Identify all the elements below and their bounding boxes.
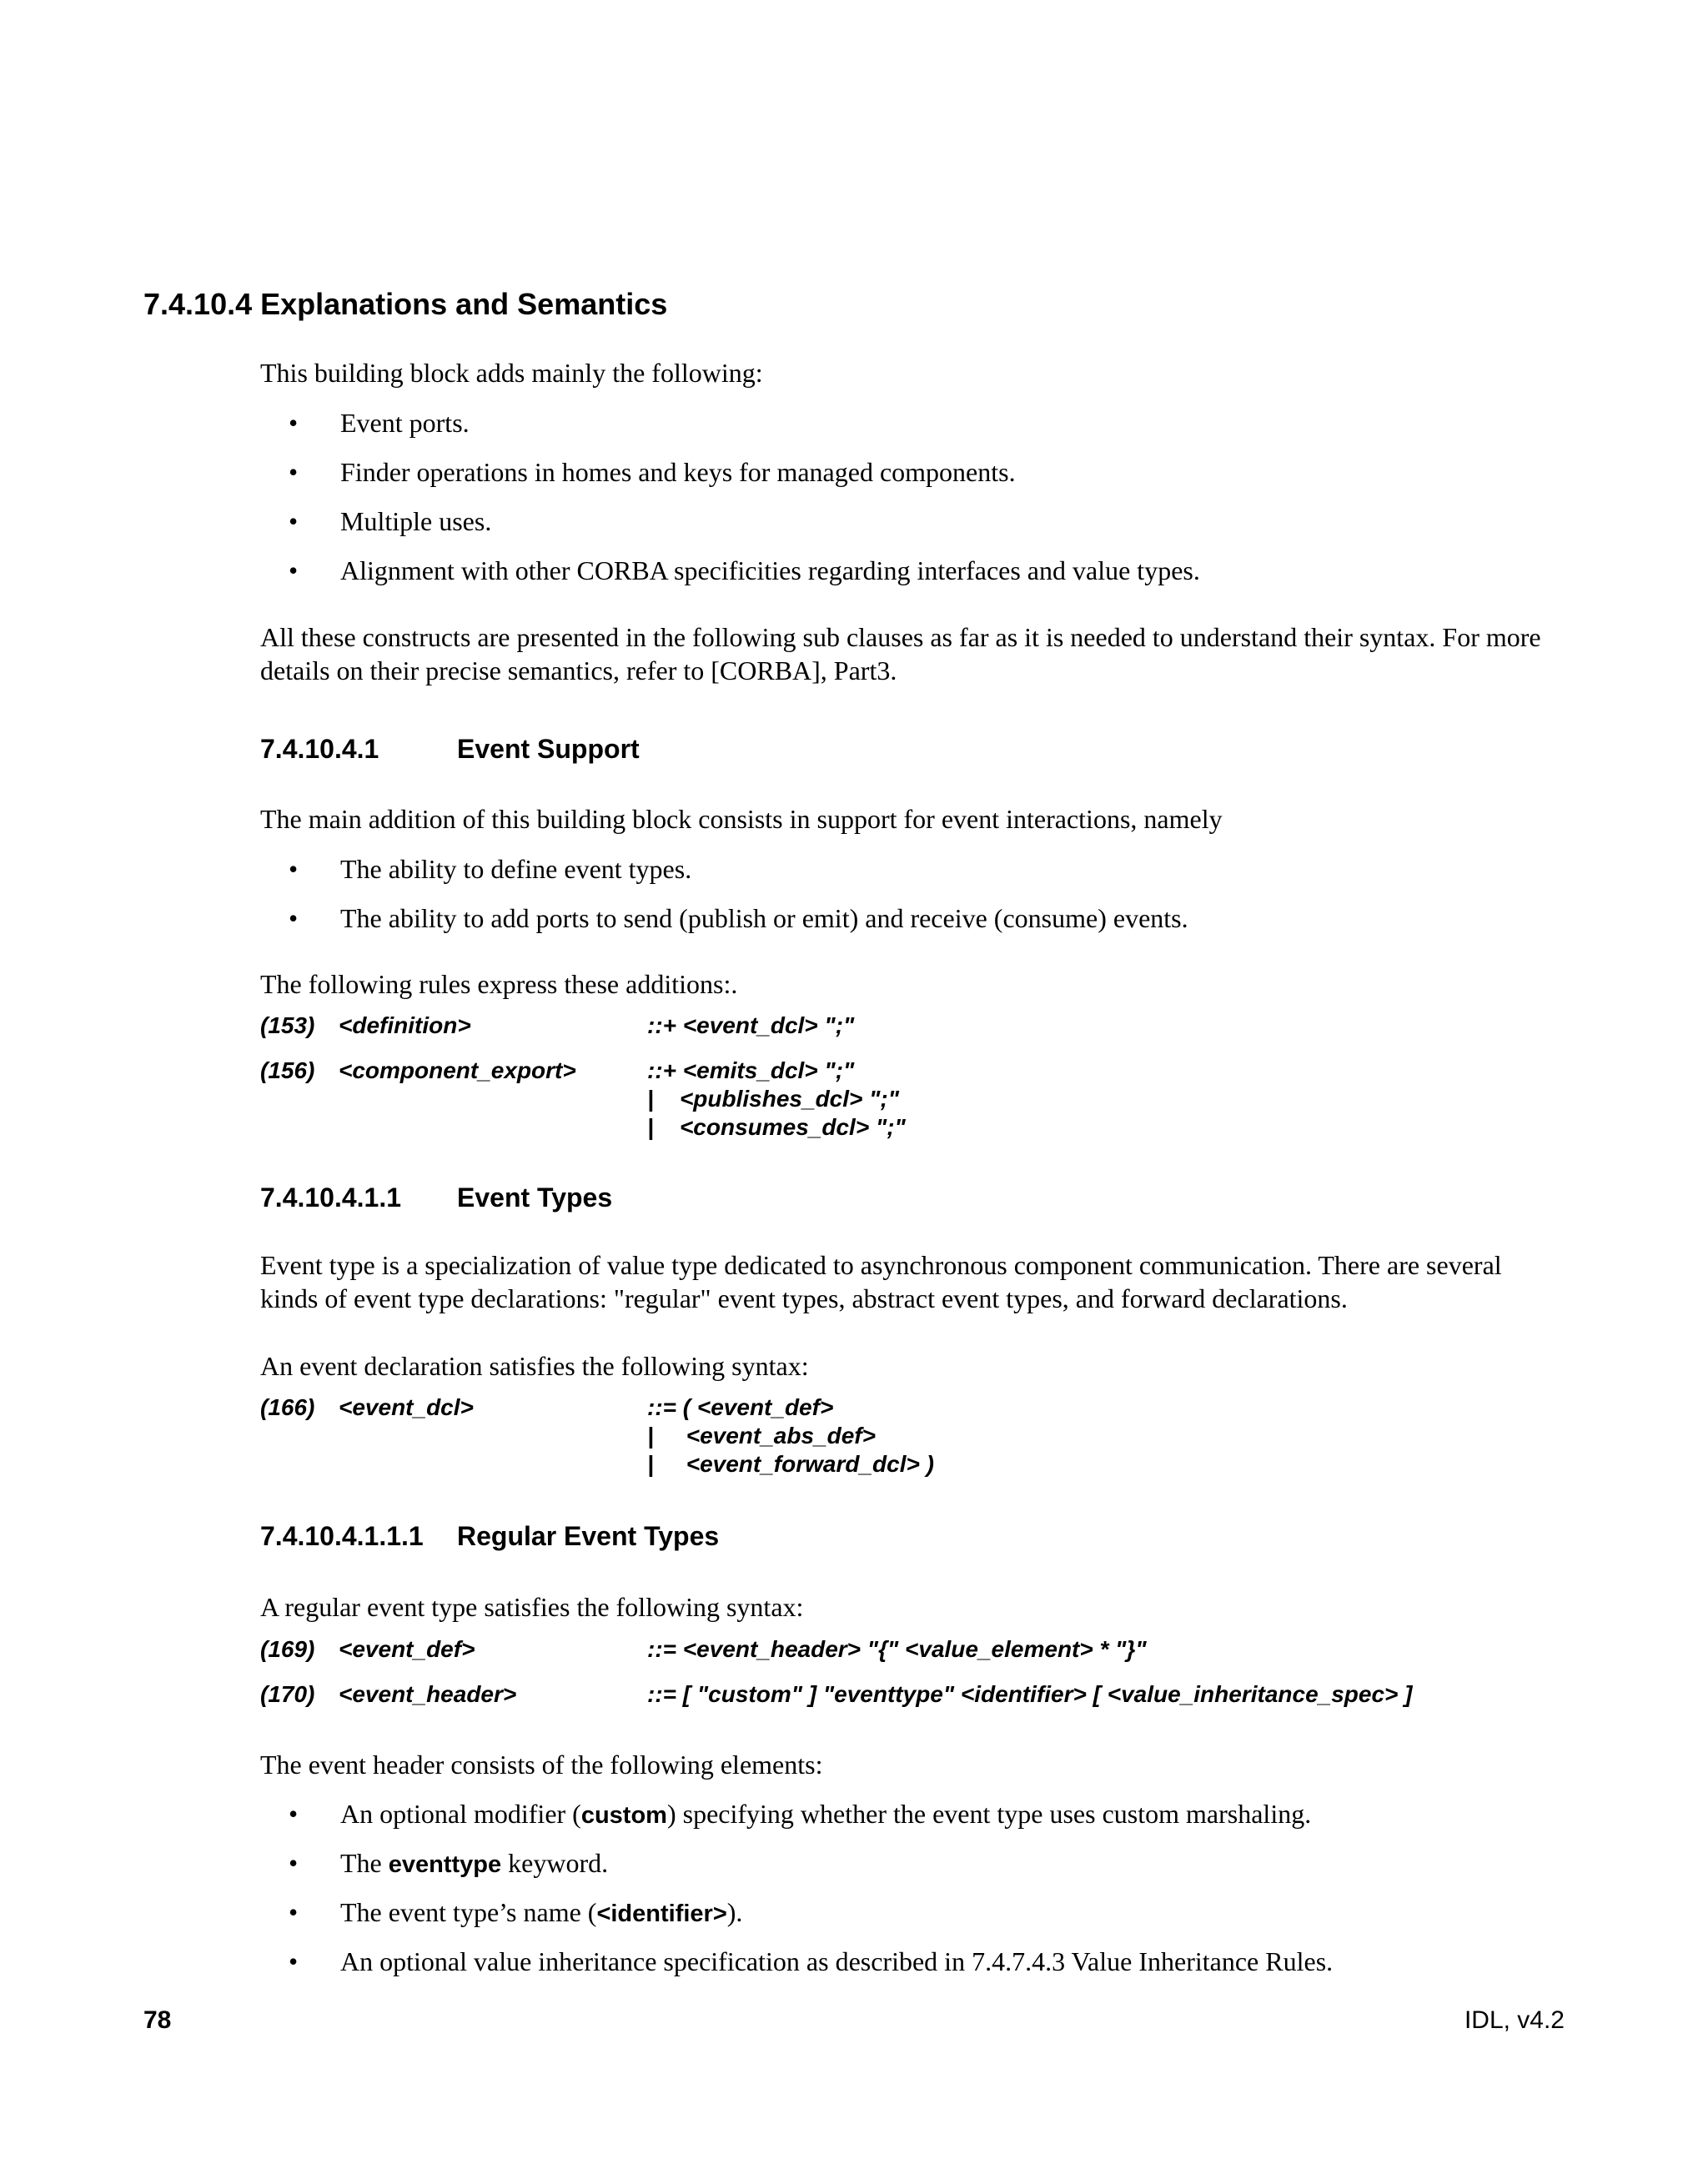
list-item-text: ). [726, 1897, 743, 1927]
syntax-intro: A regular event type satisfies the following syntax: [260, 1592, 804, 1622]
keyword: eventtype [388, 1851, 502, 1878]
list-item [340, 1797, 1311, 1832]
rule-production: | <consumes_dcl> ";" [647, 1114, 906, 1140]
subsection-title: Event Support [457, 734, 640, 764]
rule-production: ::= [ "custom" ] "eventtype" <identifier> [ <value_inheritance_spec> ] [647, 1681, 1413, 1707]
header-intro: The event header consists of the following elements: [260, 1750, 823, 1780]
syntax-intro: An event declaration satisfies the following syntax: [260, 1351, 809, 1381]
rule-production: ::+ <emits_dcl> ";" [647, 1057, 855, 1083]
bullet-icon: • [289, 1848, 299, 1878]
rule-name: <event_dcl> [339, 1394, 474, 1420]
rule-production: | <event_forward_dcl> ) [647, 1451, 934, 1477]
rule-name: <event_def> [339, 1636, 475, 1662]
bullet-icon: • [289, 457, 299, 487]
list-item: Alignment with other CORBA specificities regarding interfaces and value types. [340, 555, 1200, 585]
rule-name: <event_header> [339, 1681, 517, 1707]
bullet-icon: • [289, 506, 299, 536]
list-item: Event ports. [340, 408, 470, 438]
page-number: 78 [143, 2006, 172, 2034]
subsection-title: Regular Event Types [457, 1521, 720, 1551]
document-title: IDL, v4.2 [1464, 2006, 1565, 2034]
rule-production: | <publishes_dcl> ";" [647, 1086, 900, 1112]
list-item-text: An optional modifier ( [340, 1799, 581, 1829]
subsection-number: 7.4.10.4.1.1.1 [260, 1521, 424, 1551]
list-item [340, 1895, 742, 1931]
keyword: <identifier> [596, 1900, 727, 1927]
details-paragraph: All these constructs are presented in the following sub clauses as far as it is needed to understand their syntax. For more details on their precise semantics, refer to [CORBA], Part3. [260, 622, 1541, 685]
keyword: custom [580, 1802, 667, 1829]
rule-production: ::= <event_header> "{" <value_element> * "}" [647, 1636, 1147, 1662]
rule-number: (153) [260, 1012, 315, 1038]
rule-production: | <event_abs_def> [647, 1423, 876, 1449]
list-item-text: The [340, 1848, 389, 1878]
rule-number: (170) [260, 1681, 315, 1707]
bullet-icon: • [289, 555, 299, 585]
event-support-paragraph: The main addition of this building block consists in support for event interactions, namely [260, 804, 1223, 834]
bullet-icon: • [289, 1897, 299, 1927]
list-item: The ability to add ports to send (publish or emit) and receive (consume) events. [340, 903, 1188, 933]
list-item-text: ) specifying whether the event type uses custom marshaling. [666, 1799, 1312, 1829]
list-item-text: The event type’s name ( [340, 1897, 597, 1927]
rule-production: ::+ <event_dcl> ";" [647, 1012, 855, 1038]
list-item [340, 1846, 608, 1881]
rule-number: (156) [260, 1057, 315, 1083]
bullet-icon: • [289, 1946, 299, 1976]
intro-paragraph: This building block adds mainly the following: [260, 358, 763, 388]
list-item-text: keyword. [501, 1848, 609, 1878]
bullet-icon: • [289, 903, 299, 933]
rule-name: <definition> [339, 1012, 471, 1038]
subsection-title: Event Types [457, 1182, 613, 1213]
bullet-icon: • [289, 854, 299, 884]
subsection-number: 7.4.10.4.1 [260, 734, 379, 764]
list-item: Finder operations in homes and keys for managed components. [340, 457, 1016, 487]
section-heading: 7.4.10.4 Explanations and Semantics [143, 287, 668, 321]
bullet-icon: • [289, 1799, 299, 1829]
rule-production: ::= ( <event_def> [647, 1394, 834, 1420]
rules-intro: The following rules express these additions:. [260, 969, 738, 999]
bullet-icon: • [289, 408, 299, 438]
event-types-paragraph: Event type is a specialization of value type dedicated to asynchronous component communication. There are several kinds of event type declarations: "regular" event types, abstract event types, and forward declarations. [260, 1250, 1502, 1313]
list-item-text: An optional value inheritance specification as described in 7.4.7.4.3 Value Inheritance Rules. [340, 1946, 1334, 1976]
list-item: Multiple uses. [340, 506, 492, 536]
list-item: The ability to define event types. [340, 854, 692, 884]
list-item [340, 1945, 1333, 1978]
rule-name: <component_export> [339, 1057, 576, 1083]
subsection-number: 7.4.10.4.1.1 [260, 1182, 402, 1213]
rule-number: (169) [260, 1636, 315, 1662]
rule-number: (166) [260, 1394, 315, 1420]
